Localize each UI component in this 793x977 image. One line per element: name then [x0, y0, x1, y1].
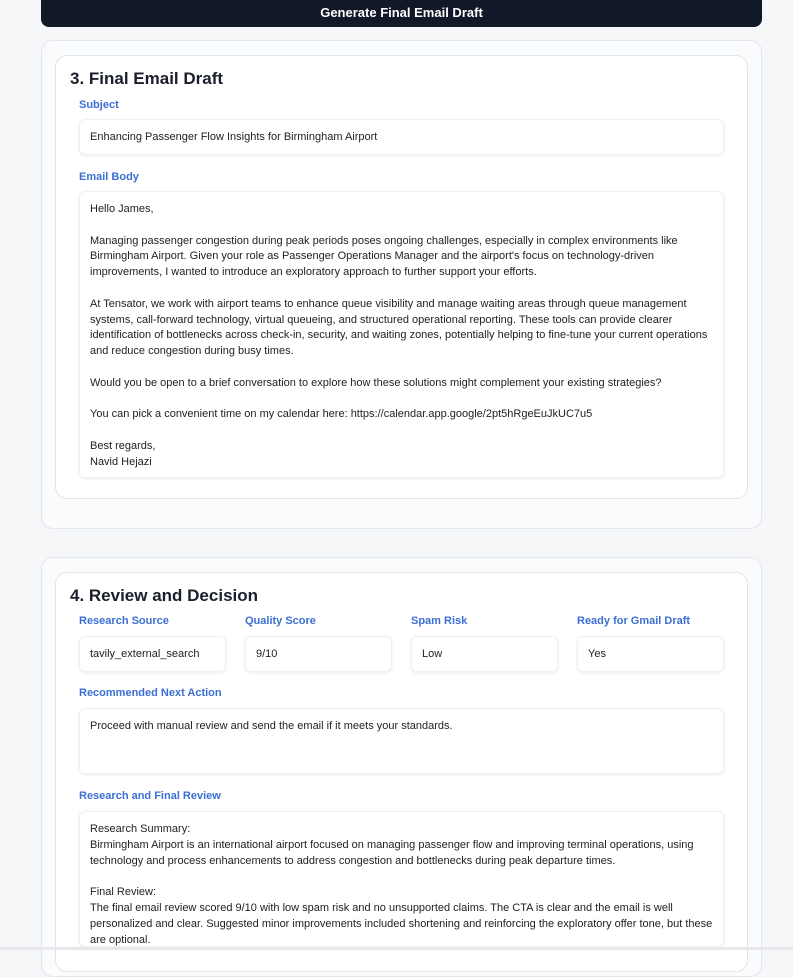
email-body-label: Email Body: [79, 171, 139, 183]
subject-label: Subject: [79, 99, 119, 111]
next-action-field[interactable]: Proceed with manual review and send the email if it meets your standards.: [79, 708, 724, 774]
subject-field[interactable]: Enhancing Passenger Flow Insights for Birmingham Airport: [79, 119, 724, 155]
email-body-field[interactable]: Hello James, Managing passenger congestion during peak periods poses ongoing challenges, especially in complex environments like Birmingham Airport. Given your role as Passenger Operations Manager and the airport's focus on technology-driven improvements, I wanted to introduce an exploratory approach to further support your efforts. At Tensator, we work with airport teams to enhance queue visibility and manage waiting areas through queue management systems, call-forward technology, virtual queueing, and structured operational reporting. These tools can provide clearer identification of bottlenecks across check-in, security, and waiting zones, potentially helping to fine-tune your current operations and reduce congestion during busy times. Would you be open to a brief conversation to explore how these solutions might complement your existing strategies? You can pick a convenient time on my calendar here: https://calendar.app.google/2pt5hRgeEuJkUC7u5 Best regards, Navid Hejazi: [79, 191, 724, 478]
research-source-label: Research Source: [79, 615, 169, 627]
final-review-field[interactable]: Research Summary: Birmingham Airport is an international airport focused on managing passenger flow and improving terminal operations, using technology and process enhancements to address congestion and bottlenecks during peak departure times. Final Review: The final email review scored 9/10 with low spam risk and no unsupported claims. The CTA is clear and the email is well personalized and clear. Suggested minor improvements included shortening and reinforcing the exploratory offer tone, but these are optional.: [79, 811, 724, 947]
quality-score-field[interactable]: 9/10: [245, 636, 392, 672]
section-title-review: 4. Review and Decision: [70, 586, 259, 605]
spam-risk-label: Spam Risk: [411, 615, 468, 627]
spam-risk-field[interactable]: Low: [411, 636, 558, 672]
next-action-label: Recommended Next Action: [79, 687, 222, 699]
quality-score-label: Quality Score: [245, 615, 316, 627]
final-review-label: Research and Final Review: [79, 790, 221, 802]
generate-final-email-draft-button[interactable]: Generate Final Email Draft: [41, 0, 762, 27]
research-source-field[interactable]: tavily_external_search: [79, 636, 226, 672]
section-title-final-email: 3. Final Email Draft: [70, 69, 224, 88]
ready-for-gmail-draft-label: Ready for Gmail Draft: [577, 615, 691, 627]
ready-for-gmail-draft-field[interactable]: Yes: [577, 636, 724, 672]
